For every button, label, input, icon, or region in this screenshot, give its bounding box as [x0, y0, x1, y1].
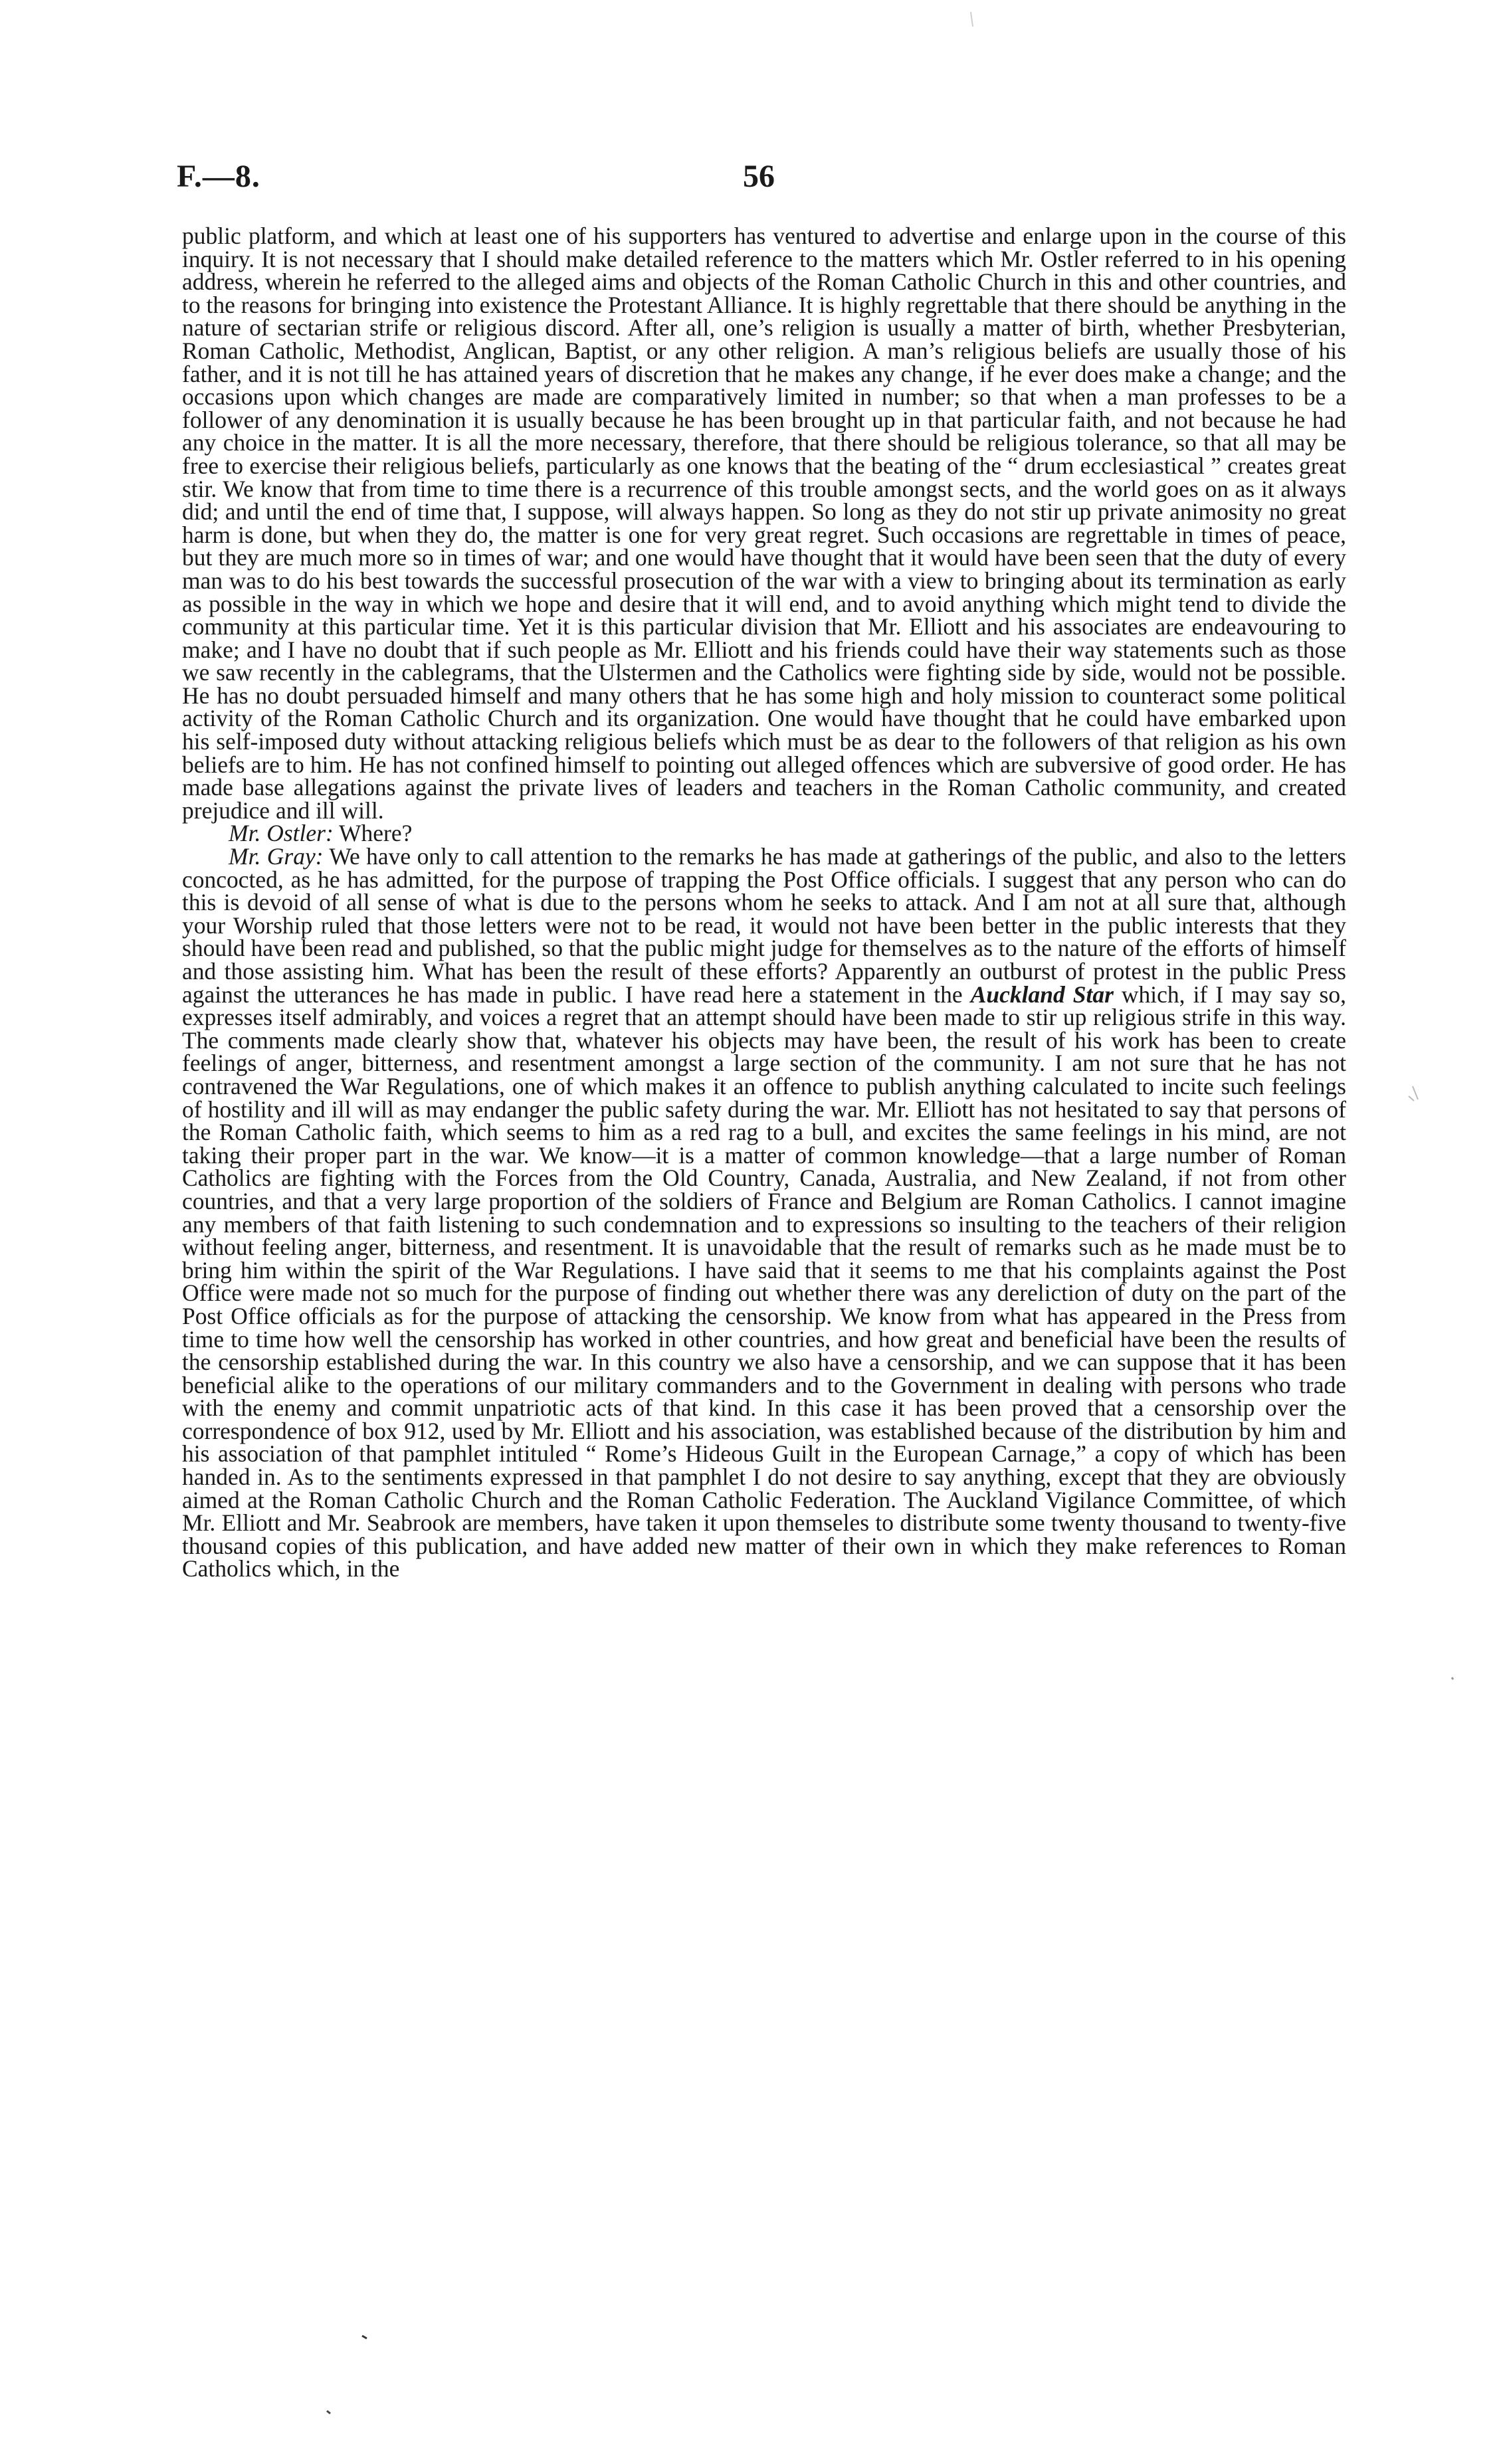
speaker-gray: Mr. Gray:	[229, 843, 324, 870]
paragraph-gray	[182, 845, 1346, 1580]
publication-title: Auckland Star	[970, 981, 1114, 1008]
paragraph-continued: public platform, and which at least one of his supporters has ventured to advertise and enlarge upon in the course of this inquiry. It is not necessary that I should make detailed reference to the matters which Mr. Ostler referred to in his opening address, wherein he referred to the alleged aims and objects of the Roman Catholic Church in this and other countries, and to the reasons for bringing into existence the Protestant Alliance. It is highly regrettable that there should be anything in the nature of sectarian strife or religious discord. After all, one’s religion is usually a matter of birth, whether Presbyterian, Roman Catholic, Methodist, Anglican, Baptist, or any other religion. A man’s religious beliefs are usually those of his father, and it is not till he has attained years of discretion that he makes any change, if he ever does make a change; and the occasions upon which changes are made are comparatively limited in number; so that when a man professes to be a follower of any denomination it is usually because he has been brought up in that particular faith, and not because he had any choice in the matter. It is all the more necessary, therefore, that there should be religious tolerance, so that all may be free to exercise their religious beliefs, particularly as one knows that the beating of the “ drum ecclesiastical ” creates great stir. We know that from time to time there is a recurrence of this trouble amongst sects, and the world goes on as it always did; and until the end of time that, I suppose, will always happen. So long as they do not stir up private animosity no great harm is done, but when they do, the matter is one for very great regret. Such occasions are regrettable in times of peace, but they are much more so in times of war; and one would have thought that it would have been seen that the duty of every man was to do his best towards the successful prosecution of the war with a view to bringing about its termination as early as possible in the way in which we hope and desire that it will end, and to avoid anything which might tend to divide the community at this particular time. Yet it is this particular division that Mr. Elliott and his associates are endeavouring to make; and I have no doubt that if such people as Mr. Elliott and his friends could have their way statements such as those we saw recently in the cablegrams, that the Ulstermen and the Catholics were fighting side by side, would not be possible. He has no doubt persuaded himself and many others that he has some high and holy mission to counteract some political activity of the Roman Catholic Church and its organization. One would have thought that he could have embarked upon his self-imposed duty without attacking religious beliefs which must be as dear to the followers of that religion as his own beliefs are to him. He has not confined himself to pointing out alleged offences which are subversive of good order. He has made base allegations against the private lives of leaders and teachers in the Roman Catholic community, and created prejudice and ill will.	[182, 223, 1346, 824]
body-text	[182, 225, 1346, 1580]
scan-speck-side	[1452, 1677, 1453, 1679]
page-number: 56	[743, 159, 775, 194]
ostler-remark: Where?	[339, 820, 413, 847]
gray-remarks-part-2: which, if I may say so, expresses itself admirably, and voices a regret that an attempt should have been made to stir up religious strife in this way. The comments made clearly show that, whatever his objects may have been, the result of his work has been to create feelings of anger, bitterness, and resentment amongst a large section of the community. I am not sure that he has not contravened the War Regulations, one of which makes it an offence to publish anything calculated to incite such feelings of hostility and ill will as may endanger the public safety during the war. Mr. Elliott has not hesitated to say that persons of the Roman Catholic faith, which seems to him as a red rag to a bull, and excites the same feelings in his mind, are not taking their proper part in the war. We know—it is a matter of common knowledge—that a large number of Roman Catholics are fighting with the Forces from the Old Country, Canada, Australia, and New Zealand, if not from other countries, and that a very large proportion of the soldiers of France and Belgium are Roman Catholics. I cannot imagine any members of that faith listening to such condemnation and to expressions so insulting to the teachers of their religion without feeling anger, bitterness, and resentment. It is unavoidable that the result of remarks such as he made must be to bring him within the spirit of the War Regulations. I have said that it seems to me that his complaints against the Post Office were made not so much for the purpose of finding out whether there was any dereliction of duty on the part of the Post Office officials as for the purpose of attacking the censorship. We know from what has appeared in the Press from time to time how well the censorship has worked in other countries, and how great and beneficial have been the results of the censorship established during the war. In this country we also have a censorship, and we can suppose that it has been beneficial alike to the operations of our military commanders and to the Government in dealing with persons who trade with the enemy and commit unpatriotic acts of that kind. In this case it has been proved that a censorship over the correspondence of box 912, used by Mr. Elliott and his association, was established because of the distribution by him and his association of that pamphlet intituled “ Rome’s Hideous Guilt in the European Carnage,” a copy of which has been handed in. As to the sentiments expressed in that pamphlet I do not desire to say anything, except that they are obviously aimed at the Roman Catholic Church and the Roman Catholic Federation. The Auckland Vigilance Committee, of which Mr. Elliott and Mr. Seabrook are members, have taken it upon themseles to distribute some twenty thousand to twenty-five thousand copies of this publication, and have added new matter of their own in which they make references to Roman Catholics which, in the	[182, 981, 1346, 1582]
speaker-ostler: Mr. Ostler:	[229, 820, 334, 847]
scan-speck-bottom-2	[327, 2411, 330, 2414]
scan-speck-bottom-1	[362, 2336, 367, 2338]
series-identifier: F.—8.	[177, 159, 260, 194]
scan-speck-margin	[1409, 1086, 1418, 1101]
paragraph-ostler	[182, 822, 1346, 845]
scan-speck-top	[971, 12, 973, 27]
gray-remarks-part-1: We have only to call attention to the remarks he has made at gatherings of the public, and also to the letters concocted, as he has admitted, for the purpose of trapping the Post Office officials. I suggest that any person who can do this is devoid of all sense of what is due to the persons whom he seeks to attack. And I am not at all sure that, although your Worship ruled that those letters were not to be read, it would not have been better in the public interests that they should have been read and published, so that the public might judge for themselves as to the nature of the efforts of himself and those assisting him. What has been the result of these efforts? Apparently an outburst of protest in the public Press against the utterances he has made in public. I have read here a statement in the	[182, 843, 1346, 1008]
